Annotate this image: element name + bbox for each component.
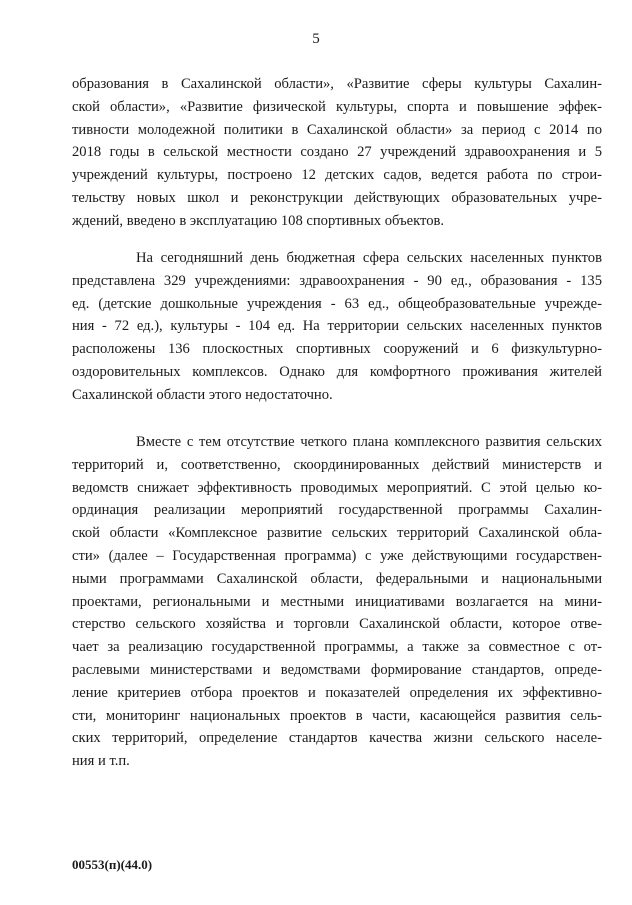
text-line: ведомств снижает эффективность проводимых мероприятий. С этой целью ко- [72, 479, 602, 496]
paragraph-3 [72, 431, 602, 773]
text-line: образования в Сахалинской области», «Развитие сферы культуры Сахалин- [72, 76, 602, 92]
text-line: ными программами Сахалинской области, федеральными и национальными [72, 570, 602, 587]
paragraph-2 [72, 247, 602, 407]
text-line: сти» (далее – Государственная программа) с уже действующими государствен- [72, 547, 602, 564]
text-line: Сахалинской области этого недостаточно. [72, 386, 333, 403]
text-line: проектами, региональными и местными инициативами возлагается на мини- [72, 593, 602, 610]
text-line: Вместе с тем отсутствие четкого плана комплексного развития сельских [136, 434, 602, 450]
document-code: 00553(п)(44.0) [72, 857, 153, 872]
text-line: представлена 329 учреждениями: здравоохранения - 90 ед., образования - 135 [72, 272, 602, 289]
text-line: На сегодняшний день бюджетная сфера сельских населенных пунктов [136, 250, 602, 266]
text-line: ской области», «Развитие физической культуры, спорта и повышение эффек- [72, 98, 602, 115]
text-line: учреждений культуры, построено 12 детских садов, ведется работа по строи- [72, 167, 602, 184]
text-line: ление критериев отбора проектов и показателей определения их эффективно- [72, 684, 602, 701]
text-line: тельству новых школ и реконструкции действующих образовательных учре- [72, 189, 602, 206]
text-line: стерство сельского хозяйства и торговли Сахалинской области, которое отве- [72, 616, 602, 633]
paragraph-1 [72, 73, 602, 233]
page-number: 5 [312, 31, 320, 47]
text-line: ординация реализации мероприятий государственной программы Сахалин- [72, 502, 602, 519]
text-line: ния - 72 ед.), культуры - 104 ед. На территории сельских населенных пунктов [72, 318, 602, 335]
text-line: раслевыми министерствами и ведомствами формирование стандартов, опреде- [72, 661, 602, 678]
text-line: ских территорий, определение стандартов качества жизни сельского населе- [72, 730, 602, 747]
text-line: расположены 136 плоскостных спортивных сооружений и 6 физкультурно- [72, 341, 602, 358]
text-line: территорий и, соответственно, скоординированных действий министерств и [72, 456, 602, 473]
text-line: сти, мониторинг национальных проектов в части, касающейся развития сель- [72, 707, 602, 724]
text-line: ской области «Комплексное развитие сельских территорий Сахалинской обла- [72, 525, 602, 542]
text-line: 2018 годы в сельской местности создано 27 учреждений здравоохранения и 5 [72, 144, 602, 161]
text-line: ния и т.п. [72, 753, 130, 770]
text-line: оздоровительных комплексов. Однако для комфортного проживания жителей [72, 363, 602, 380]
text-line: ед. (детские дошкольные учреждения - 63 ед., общеобразовательные учрежде- [72, 295, 602, 312]
text-line: ждений, введено в эксплуатацию 108 спортивных объектов. [72, 212, 445, 229]
text-line: тивности молодежной политики в Сахалинской области» за период с 2014 по [72, 121, 602, 138]
text-line: чает за реализацию государственной программы, а также за совместное с от- [72, 639, 602, 656]
